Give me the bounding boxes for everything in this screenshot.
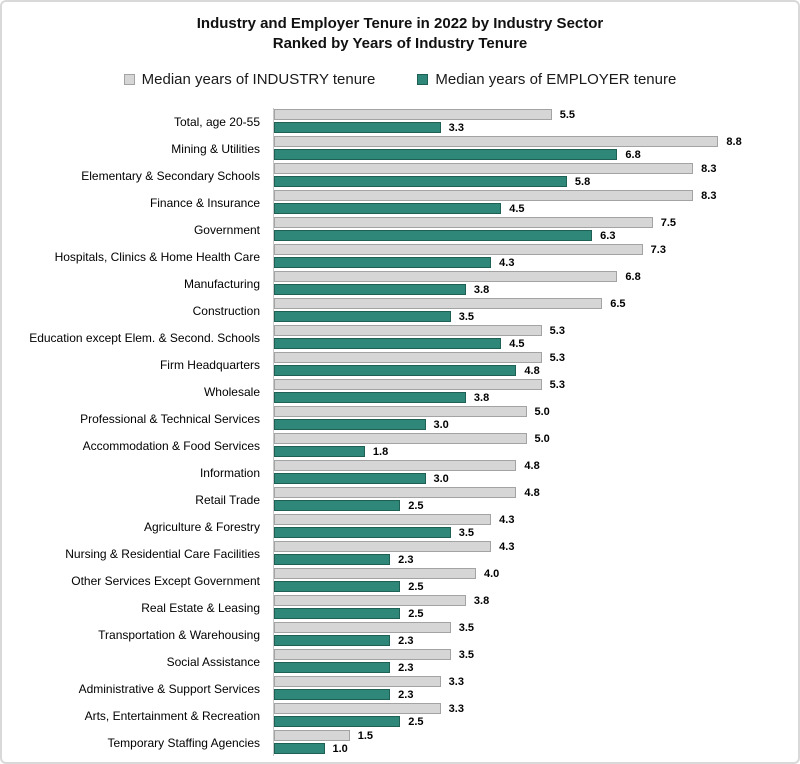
industry-tenure-bar [274, 730, 350, 741]
bar-group [273, 108, 798, 135]
employer-tenure-bar [274, 284, 466, 295]
chart-row [2, 243, 798, 270]
industry-tenure-bar [274, 271, 617, 282]
employer-tenure-bar [274, 716, 400, 727]
bar-group [273, 621, 798, 648]
employer-tenure-bar [274, 743, 325, 754]
industry-tenure-bar [274, 676, 441, 687]
industry-value-label: 3.5 [458, 649, 475, 661]
employer-value-label: 4.8 [524, 365, 540, 377]
category-label: Total, age 20-55 [173, 114, 260, 129]
industry-value-label: 8.3 [701, 190, 717, 202]
employer-tenure-bar [274, 527, 451, 538]
industry-tenure-bar [274, 460, 516, 471]
category-label: Finance & Insurance [149, 195, 260, 210]
category-label: Hospitals, Clinics & Home Health Care [54, 249, 260, 264]
bar-group [273, 297, 798, 324]
category-label: Retail Trade [195, 492, 260, 507]
bar-group [273, 162, 798, 189]
employer-tenure-bar [274, 338, 501, 349]
industry-tenure-bar [274, 622, 451, 633]
chart-legend [2, 69, 798, 89]
employer-tenure-bar [274, 311, 451, 322]
category-label: Firm Headquarters [159, 357, 260, 372]
industry-value-label: 7.5 [660, 217, 677, 229]
employer-tenure-bar [274, 149, 617, 160]
industry-tenure-bar [274, 190, 693, 201]
employer-value-label: 2.5 [408, 608, 424, 620]
employer-tenure-bar [274, 662, 390, 673]
industry-value-label: 4.3 [499, 514, 515, 526]
category-label: Temporary Staffing Agencies [107, 735, 260, 750]
chart-row [2, 135, 798, 162]
employer-tenure-bar [274, 446, 365, 457]
industry-tenure-bar [274, 298, 602, 309]
industry-tenure-bar [274, 217, 653, 228]
bar-group [273, 540, 798, 567]
employer-value-label: 1.8 [372, 446, 389, 458]
chart-row [2, 486, 798, 513]
industry-tenure-bar [274, 244, 643, 255]
bar-group [273, 243, 798, 270]
category-label: Accommodation & Food Services [82, 438, 260, 453]
category-label: Social Assistance [166, 654, 260, 669]
category-label: Agriculture & Forestry [143, 519, 260, 534]
industry-value-label: 3.3 [448, 703, 464, 715]
bar-group [273, 351, 798, 378]
chart-row [2, 567, 798, 594]
category-label: Manufacturing [183, 276, 260, 291]
bar-group [273, 729, 798, 756]
category-label: Mining & Utilities [171, 141, 260, 156]
chart-row [2, 297, 798, 324]
employer-tenure-bar [274, 257, 491, 268]
industry-value-label: 5.3 [549, 325, 565, 337]
employer-value-label: 3.8 [473, 284, 490, 296]
chart-row [2, 702, 798, 729]
employer-value-label: 3.5 [458, 311, 475, 323]
industry-tenure-bar [274, 595, 466, 606]
industry-tenure-bar [274, 163, 693, 174]
bar-group [273, 648, 798, 675]
chart-row [2, 324, 798, 351]
category-label: Professional & Technical Services [80, 411, 260, 426]
industry-value-label: 3.8 [473, 595, 490, 607]
industry-value-label: 4.8 [524, 460, 540, 472]
industry-value-label: 3.3 [448, 676, 464, 688]
category-label: Construction [192, 303, 260, 318]
bar-group [273, 594, 798, 621]
industry-tenure-bar [274, 136, 718, 147]
employer-value-label: 5.8 [574, 176, 591, 188]
category-label: Other Services Except Government [71, 573, 260, 588]
chart-row [2, 459, 798, 486]
category-label: Education except Elem. & Second. Schools [29, 330, 260, 345]
employer-value-label: 2.3 [398, 554, 414, 566]
employer-value-label: 2.3 [398, 689, 414, 701]
employer-value-label: 4.3 [499, 257, 515, 269]
industry-value-label: 5.3 [549, 379, 565, 391]
employer-value-label: 4.5 [509, 203, 525, 215]
legend-label-industry: Median years of INDUSTRY tenure [141, 70, 376, 88]
industry-value-label: 3.5 [458, 622, 475, 634]
bar-group [273, 270, 798, 297]
employer-tenure-bar [274, 581, 400, 592]
bar-group [273, 567, 798, 594]
employer-value-label: 2.5 [408, 581, 424, 593]
bar-group [273, 459, 798, 486]
bar-group [273, 702, 798, 729]
employer-tenure-bar [274, 176, 567, 187]
employer-value-label: 2.3 [398, 662, 414, 674]
category-label: Real Estate & Leasing [141, 600, 260, 615]
employer-tenure-bar [274, 635, 390, 646]
employer-value-label: 6.8 [625, 149, 641, 161]
chart-row [2, 270, 798, 297]
category-label: Elementary & Secondary Schools [81, 168, 260, 183]
industry-tenure-bar [274, 541, 491, 552]
employer-value-label: 2.5 [408, 716, 424, 728]
employer-tenure-bar [274, 365, 516, 376]
employer-value-label: 3.3 [448, 122, 464, 134]
chart-row [2, 729, 798, 756]
employer-value-label: 3.8 [473, 392, 490, 404]
industry-value-label: 8.3 [701, 163, 717, 175]
employer-tenure-bar [274, 230, 592, 241]
employer-value-label: 3.0 [433, 473, 449, 485]
employer-value-label: 2.3 [398, 635, 414, 647]
chart-row [2, 675, 798, 702]
industry-tenure-bar [274, 649, 451, 660]
bar-group [273, 378, 798, 405]
bar-group [273, 675, 798, 702]
chart-row [2, 432, 798, 459]
employer-value-label: 1.0 [332, 743, 348, 755]
chart-row [2, 378, 798, 405]
chart-row [2, 621, 798, 648]
bar-chart [2, 108, 798, 756]
bar-group [273, 513, 798, 540]
employer-tenure-bar [274, 473, 426, 484]
industry-tenure-bar [274, 352, 542, 363]
industry-value-label: 4.0 [484, 568, 500, 580]
chart-row [2, 594, 798, 621]
industry-value-label: 1.5 [357, 730, 374, 742]
legend-item-employer [417, 71, 676, 88]
chart-row [2, 513, 798, 540]
chart-row [2, 216, 798, 243]
industry-value-label: 5.0 [534, 406, 550, 418]
industry-tenure-bar [274, 487, 516, 498]
bar-group [273, 405, 798, 432]
category-label: Information [199, 465, 260, 480]
industry-value-label: 6.8 [625, 271, 641, 283]
chart-row [2, 351, 798, 378]
chart-row [2, 540, 798, 567]
industry-tenure-bar [274, 109, 552, 120]
industry-value-label: 5.3 [549, 352, 565, 364]
employer-tenure-bar [274, 392, 466, 403]
industry-value-label: 5.0 [534, 433, 550, 445]
employer-value-label: 2.5 [408, 500, 424, 512]
industry-tenure-bar [274, 514, 491, 525]
category-label: Arts, Entertainment & Recreation [84, 708, 260, 723]
chart-row [2, 189, 798, 216]
employer-tenure-bar [274, 419, 426, 430]
employer-tenure-bar [274, 554, 390, 565]
bar-group [273, 486, 798, 513]
chart-row [2, 108, 798, 135]
bar-group [273, 189, 798, 216]
chart-title-line2: Ranked by Years of Industry Tenure [272, 35, 528, 52]
bar-group [273, 324, 798, 351]
industry-tenure-bar [274, 568, 476, 579]
chart-row [2, 162, 798, 189]
employer-tenure-bar [274, 500, 400, 511]
industry-value-label: 4.3 [499, 541, 515, 553]
industry-tenure-bar [274, 379, 542, 390]
employer-value-label: 3.5 [458, 527, 475, 539]
bar-group [273, 135, 798, 162]
industry-value-label: 6.5 [610, 298, 626, 310]
industry-swatch-icon [124, 74, 135, 85]
category-label: Transportation & Warehousing [98, 627, 260, 642]
industry-tenure-bar [274, 406, 527, 417]
chart-row [2, 405, 798, 432]
industry-value-label: 4.8 [524, 487, 540, 499]
chart-title-line1: Industry and Employer Tenure in 2022 by Industry Sector [196, 15, 604, 32]
bar-group [273, 216, 798, 243]
industry-tenure-bar [274, 325, 542, 336]
chart-title [2, 14, 798, 54]
industry-value-label: 8.8 [726, 136, 742, 148]
category-label: Nursing & Residential Care Facilities [65, 546, 260, 561]
industry-value-label: 7.3 [650, 244, 666, 256]
industry-value-label: 5.5 [559, 109, 576, 121]
category-label: Administrative & Support Services [78, 681, 260, 696]
industry-tenure-bar [274, 703, 441, 714]
employer-tenure-bar [274, 689, 390, 700]
category-label: Wholesale [203, 384, 260, 399]
category-label: Government [193, 222, 260, 237]
employer-swatch-icon [417, 74, 428, 85]
employer-tenure-bar [274, 203, 501, 214]
employer-value-label: 6.3 [600, 230, 616, 242]
bar-group [273, 432, 798, 459]
employer-tenure-bar [274, 608, 400, 619]
legend-label-employer: Median years of EMPLOYER tenure [435, 70, 677, 88]
employer-value-label: 4.5 [509, 338, 525, 350]
employer-tenure-bar [274, 122, 441, 133]
employer-value-label: 3.0 [433, 419, 449, 431]
chart-row [2, 648, 798, 675]
legend-item-industry [124, 71, 376, 88]
industry-tenure-bar [274, 433, 527, 444]
